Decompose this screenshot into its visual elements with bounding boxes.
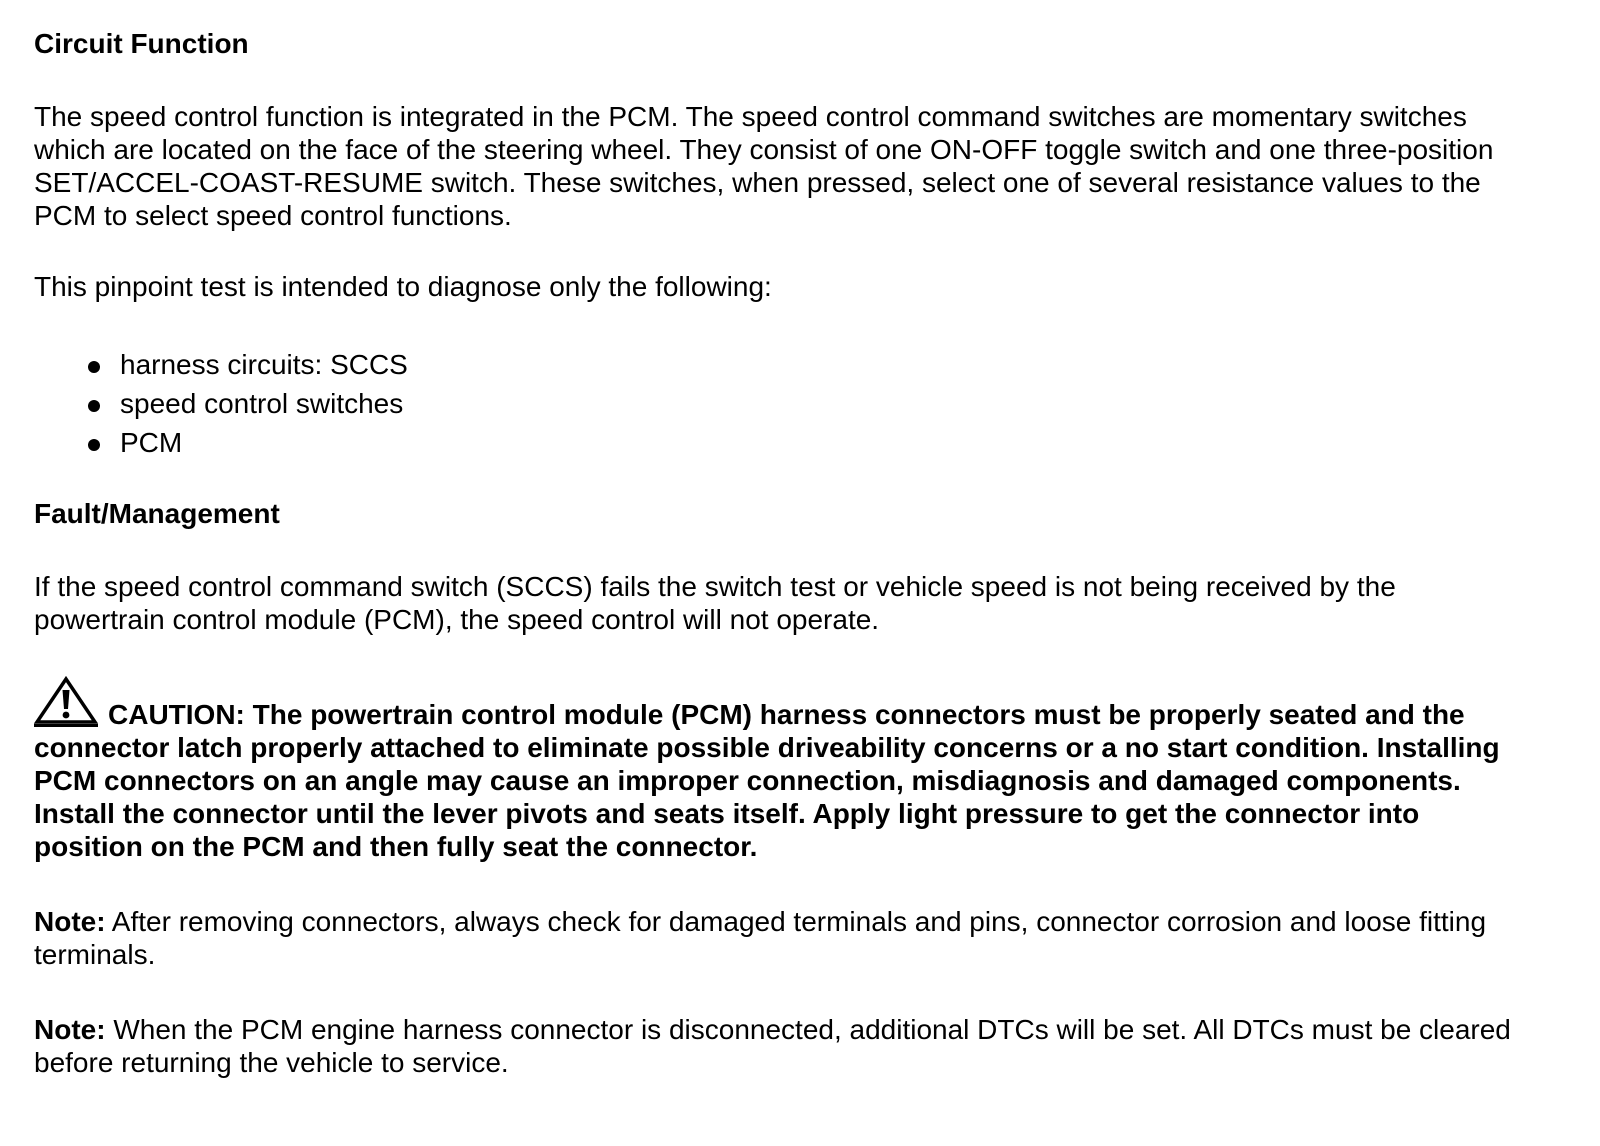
caution-block — [34, 676, 1514, 863]
list-item — [34, 423, 1514, 462]
bullet-icon — [88, 400, 100, 412]
note-label: Note: — [34, 1014, 106, 1045]
note-label: Note: — [34, 906, 106, 937]
note-removing-connectors — [34, 905, 1514, 971]
pinpoint-test-intro: This pinpoint test is intended to diagnose only the following: — [34, 271, 772, 302]
fault-management-heading: Fault/Management — [34, 498, 280, 529]
list-item-text: speed control switches — [120, 388, 404, 419]
list-item — [34, 345, 1514, 384]
bullet-icon — [88, 361, 100, 373]
warning-triangle-icon — [34, 676, 98, 728]
note-text: When the PCM engine harness connector is disconnected, additional DTCs will be set. All DTCs must be cleared before returning the vehicle to service. — [34, 1014, 1511, 1078]
diagnose-list — [34, 345, 1514, 462]
list-item-text: harness circuits: SCCS — [120, 349, 408, 380]
note-dtcs — [34, 1013, 1514, 1079]
circuit-function-heading: Circuit Function — [34, 28, 249, 59]
document-page — [34, 26, 1514, 1079]
fault-management-paragraph: If the speed control command switch (SCCS) fails the switch test or vehicle speed is not being received by the powertrain control module (PCM), the speed control will not operate. — [34, 571, 1396, 635]
circuit-function-paragraph: The speed control function is integrated in the PCM. The speed control command switches are momentary switches which are located on the face of the steering wheel. They consist of one ON-OFF toggle switch and one three-position SET/ACCEL-COAST-RESUME switch. These switches, when pressed, select one of several resistance values to the PCM to select speed control functions. — [34, 101, 1494, 231]
list-item-text: PCM — [120, 427, 183, 458]
note-text: After removing connectors, always check for damaged terminals and pins, connector corrosion and loose fitting terminals. — [34, 906, 1487, 970]
bullet-icon — [88, 439, 100, 451]
list-item — [34, 384, 1514, 423]
caution-text: CAUTION: The powertrain control module (PCM) harness connectors must be properly seated and the connector latch properly attached to eliminate possible driveability concerns or a no start condition. Installing PCM connectors on an angle may cause an improper connection, misdiagnosis and damaged components. Install the connector until the lever pivots and seats itself. Apply light pressure to get the connector into position on the PCM and then fully seat the connector. — [34, 699, 1500, 862]
